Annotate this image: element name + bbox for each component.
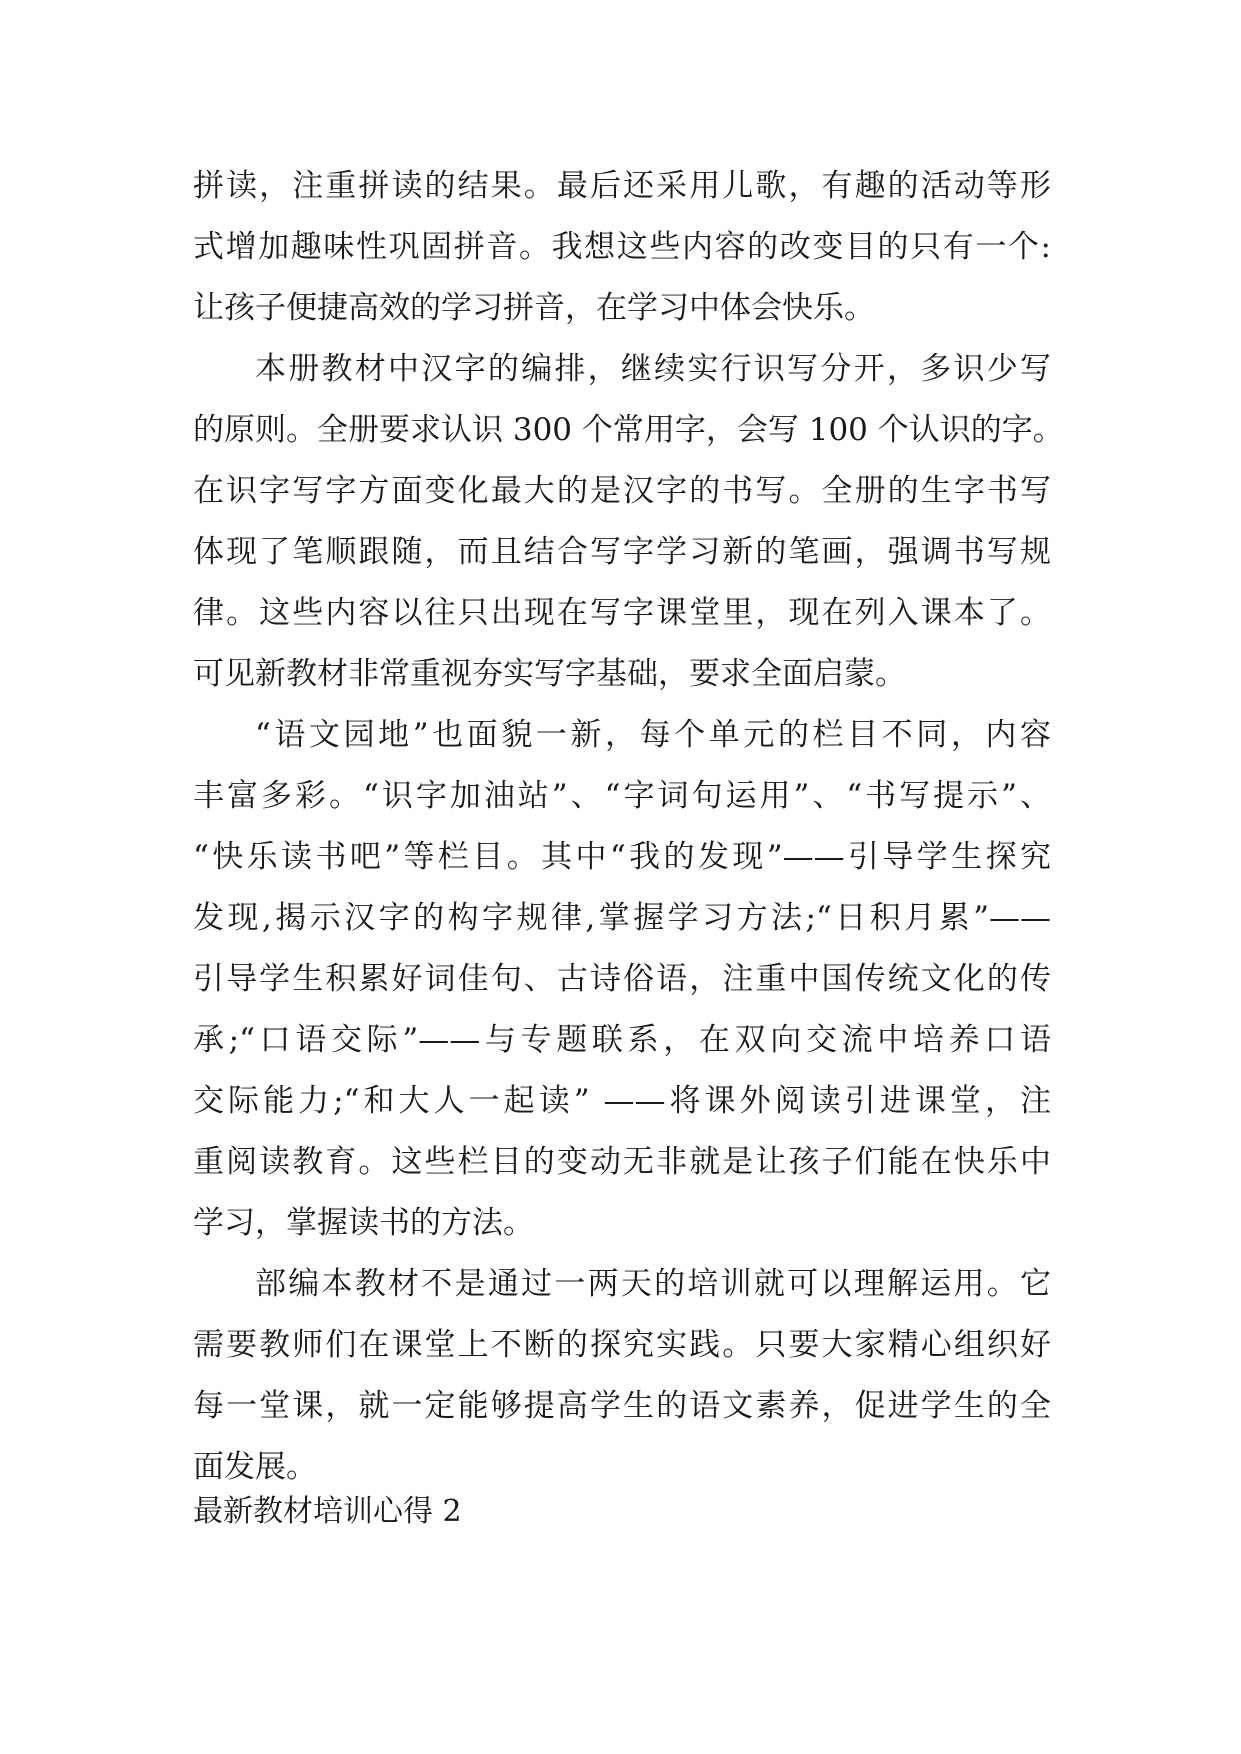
- text-line: 承;“口语交际”——与专题联系，在双向交流中培养口语: [193, 1022, 1051, 1058]
- text-line: “语文园地”也面貌一新，每个单元的栏目不同，内容: [255, 717, 1051, 753]
- text-line: 在识字写字方面变化最大的是汉字的书写。全册的生字书写: [193, 473, 1051, 509]
- paragraph-2: [193, 339, 1064, 705]
- text-line: 拼读，注重拼读的结果。最后还采用儿歌，有趣的活动等形: [193, 168, 1051, 204]
- text-line: 律。这些内容以往只出现在写字课堂里，现在列入课本了。: [193, 595, 1051, 631]
- text-line: 重阅读教育。这些栏目的变动无非就是让孩子们能在快乐中: [193, 1144, 1051, 1180]
- paragraph-4: [193, 1254, 1051, 1498]
- text-line: 学习，掌握读书的方法。: [193, 1205, 534, 1241]
- section-heading: 最新教材培训心得 2: [193, 1494, 462, 1529]
- text-line: 式增加趣味性巩固拼音。我想这些内容的改变目的只有一个:: [193, 229, 1051, 265]
- text-line: 部编本教材不是通过一两天的培训就可以理解运用。它: [255, 1266, 1051, 1302]
- paragraph-3: [193, 705, 1051, 1254]
- text-line: 体现了笔顺跟随，而且结合写字学习新的笔画，强调书写规: [193, 534, 1051, 570]
- text-line: 的原则。全册要求认识 300 个常用字，会写 100 个认识的字。: [193, 412, 1064, 448]
- text-line: 引导学生积累好词佳句、古诗俗语，注重中国传统文化的传: [193, 961, 1051, 997]
- body-text: [193, 156, 1064, 1498]
- text-line: 本册教材中汉字的编排，继续实行识写分开，多识少写: [255, 351, 1051, 387]
- text-line: 丰富多彩。“识字加油站”、“字词句运用”、“书写提示”、: [193, 778, 1051, 814]
- text-line: 发现,揭示汉字的构字规律,掌握学习方法;“日积月累”——: [193, 900, 1051, 936]
- text-line: 交际能力;“和大人一起读” ——将课外阅读引进课堂，注: [193, 1083, 1051, 1119]
- text-line: 让孩子便捷高效的学习拼音，在学习中体会快乐。: [193, 290, 875, 326]
- text-line: 面发展。: [193, 1449, 317, 1485]
- text-line: 每一堂课，就一定能够提高学生的语文素养，促进学生的全: [193, 1388, 1051, 1424]
- text-line: 需要教师们在课堂上不断的探究实践。只要大家精心组织好: [193, 1327, 1051, 1363]
- text-line: 可见新教材非常重视夯实写字基础，要求全面启蒙。: [193, 656, 906, 692]
- text-line: “快乐读书吧”等栏目。其中“我的发现”——引导学生探究: [193, 839, 1051, 875]
- paragraph-1: [193, 156, 1051, 339]
